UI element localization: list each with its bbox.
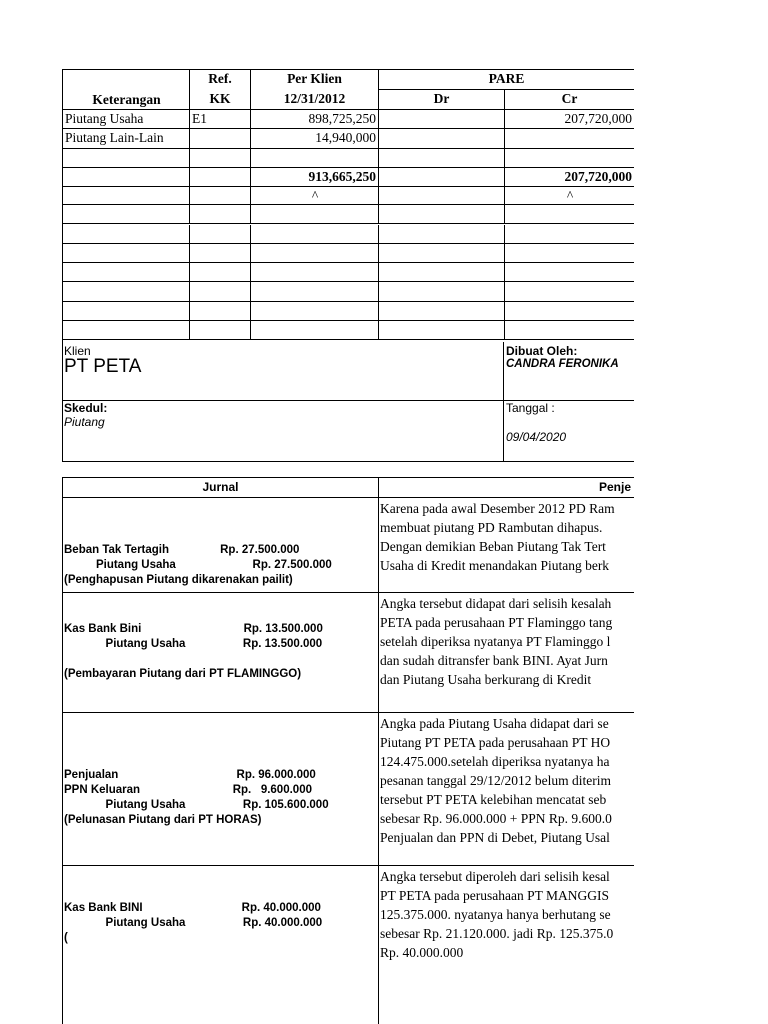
table-cell-klien: 898,725,250 (251, 110, 379, 129)
table-cell-dr (379, 282, 505, 301)
receivables-table (0, 0, 768, 345)
table-cell-ref (190, 302, 251, 321)
table-cell-klien (251, 205, 379, 224)
journal-table (62, 477, 634, 1024)
journal-explanation-line: 124.475.000.setelah diperiksa nyatanya ha (380, 754, 610, 769)
table-cell-cr (505, 129, 634, 148)
table-cell-border (505, 187, 634, 205)
journal-line: (Pembayaran Piutang dari PT FLAMINGGO) (64, 668, 302, 680)
header-cr: Cr (505, 90, 634, 110)
table-cell-cr (505, 321, 634, 340)
table-cell-klien (251, 225, 379, 244)
table-cell-ref (190, 282, 251, 301)
journal-header-penjelasan: Penje (599, 480, 632, 494)
header-ref-bottom: KK (190, 90, 251, 110)
journal-line: Kas Bank BINI Rp. 40.000.000 (64, 902, 321, 914)
table-cell-cr (505, 282, 634, 301)
header-ref-top: Ref. (190, 70, 251, 90)
journal-line: ( (64, 932, 68, 944)
tanggal-value: 09/04/2020 (506, 430, 567, 444)
table-cell-klien: ^ (311, 188, 319, 204)
skedul-value: Piutang (64, 415, 105, 429)
journal-explanation-line: Dengan demikian Beban Piutang Tak Tert (380, 539, 606, 554)
journal-explanation-line: membuat piutang PD Rambutan dihapus. (380, 520, 603, 535)
table-cell-klien (251, 321, 379, 340)
table-cell-ref (190, 244, 251, 263)
klien-value: PT PETA (64, 356, 142, 377)
journal-explanation-line: Angka tersebut didapat dari selisih kesalah (380, 596, 612, 611)
dibuat-value: CANDRA FERONIKA (506, 358, 619, 370)
table-cell-dr (379, 149, 505, 168)
journal-explanation-line: Angka tersebut diperoleh dari selisih kesal (380, 869, 610, 884)
table-cell-ref (190, 205, 251, 224)
table-cell-dr (379, 244, 505, 263)
table-cell-dr (379, 187, 505, 205)
table-cell-ket (63, 187, 190, 205)
journal-explanation-line: Usaha di Kredit menandakan Piutang berk (380, 558, 610, 573)
journal-explanation-line: setelah diperiksa nyatanya PT Flaminggo l (380, 634, 611, 649)
table-cell-klien (251, 263, 379, 282)
journal-row-divider (62, 592, 634, 593)
skedul-label: Skedul: (64, 401, 108, 415)
journal-row-divider (62, 712, 634, 713)
journal-explanation-line: 125.375.000. nyatanya hanya berhutang se (380, 907, 611, 922)
header-keterangan: Keterangan (63, 91, 190, 110)
journal-explanation-line: Karena pada awal Desember 2012 PD Ram (380, 501, 615, 516)
info-block (62, 342, 634, 462)
table-cell-ref (190, 149, 251, 168)
table-cell-cr: 207,720,000 (505, 168, 634, 187)
table-cell-klien: 913,665,250 (251, 168, 379, 187)
table-cell-ref (190, 225, 251, 244)
table-cell-dr (379, 263, 505, 282)
klien-label: Klien (64, 344, 91, 358)
table-cell-ket (63, 205, 190, 224)
table-cell-klien (251, 302, 379, 321)
journal-explanation-line: dan sudah ditransfer bank BINI. Ayat Jurn (380, 653, 608, 668)
table-cell-dr (379, 225, 505, 244)
table-cell-dr (379, 110, 505, 129)
table-cell-ref (190, 129, 251, 148)
table-cell-dr (379, 205, 505, 224)
journal-header-jurnal: Jurnal (202, 480, 239, 494)
table-cell-ket (63, 263, 190, 282)
journal-line: PPN Keluaran Rp. 9.600.000 (64, 784, 312, 796)
journal-explanation-line: PT PETA pada perusahaan PT MANGGIS (380, 888, 610, 903)
journal-row-divider (62, 865, 634, 866)
journal-explanation-line: sebesar Rp. 96.000.000 + PPN Rp. 9.600.0 (380, 811, 612, 826)
journal-line: Beban Tak Tertagih Rp. 27.500.000 (64, 544, 300, 556)
table-cell-klien (251, 282, 379, 301)
journal-explanation-line: dan Piutang Usaha berkurang di Kredit (380, 672, 592, 687)
table-cell-ref: E1 (190, 110, 251, 129)
table-cell-dr (379, 129, 505, 148)
journal-line: Penjualan Rp. 96.000.000 (64, 769, 316, 781)
table-cell-ref (190, 321, 251, 340)
header-dr: Dr (379, 90, 505, 110)
table-cell-klien (251, 149, 379, 168)
journal-explanation-line: Rp. 40.000.000 (380, 945, 464, 960)
table-cell-ket: Piutang Usaha (63, 110, 190, 129)
table-cell-dr (379, 302, 505, 321)
table-cell-ket (63, 225, 190, 244)
table-cell-ket (63, 321, 190, 340)
header-perklien-bottom: 12/31/2012 (251, 90, 379, 110)
table-cell-cr (505, 244, 634, 263)
journal-explanation-line: pesanan tanggal 29/12/2012 belum diterim (380, 773, 611, 788)
table-cell-ket (63, 282, 190, 301)
table-cell-dr (379, 321, 505, 340)
table-cell-cr: 207,720,000 (505, 110, 634, 129)
table-cell-ket (63, 302, 190, 321)
table-cell-klien: 14,940,000 (251, 129, 379, 148)
table-cell-ket (63, 244, 190, 263)
journal-explanation-line: sebesar Rp. 21.120.000. jadi Rp. 125.375.0 (380, 926, 614, 941)
table-cell-ref (190, 168, 251, 187)
table-cell-cr (505, 205, 634, 224)
header-perklien-top: Per Klien (251, 70, 379, 90)
journal-explanation-line: PETA pada perusahaan PT Flaminggo tang (380, 615, 613, 630)
table-cell-ref (190, 187, 251, 205)
journal-explanation-line: Penjualan dan PPN di Debet, Piutang Usal (380, 830, 610, 845)
journal-line: Piutang Usaha Rp. 40.000.000 (64, 917, 323, 929)
journal-explanation-line: Angka pada Piutang Usaha didapat dari se (380, 716, 609, 731)
journal-explanation-line: Piutang PT PETA pada perusahaan PT HO (380, 735, 611, 750)
table-cell-border (251, 187, 379, 205)
table-cell-ket: Piutang Lain-Lain (63, 129, 190, 148)
table-cell-cr: ^ (566, 188, 574, 204)
header-pare: PARE (379, 70, 634, 90)
journal-line: (Pelunasan Piutang dari PT HORAS) (64, 814, 262, 826)
table-cell-cr (505, 225, 634, 244)
table-cell-ref (190, 263, 251, 282)
journal-line: Kas Bank Bini Rp. 13.500.000 (64, 623, 323, 635)
dibuat-label: Dibuat Oleh: (506, 344, 578, 358)
journal-line: Piutang Usaha Rp. 13.500.000 (64, 638, 323, 650)
table-cell-cr (505, 149, 634, 168)
journal-line: Piutang Usaha Rp. 105.600.000 (64, 799, 329, 811)
table-cell-ket (63, 149, 190, 168)
table-cell-ket (63, 168, 190, 187)
journal-line: Piutang Usaha Rp. 27.500.000 (64, 559, 332, 571)
table-cell-cr (505, 263, 634, 282)
table-cell-klien (251, 244, 379, 263)
table-cell-cr (505, 302, 634, 321)
table-cell-dr (379, 168, 505, 187)
journal-line: (Penghapusan Piutang dikarenakan pailit) (64, 574, 293, 586)
journal-explanation-line: tersebut PT PETA kelebihan mencatat seb (380, 792, 607, 807)
tanggal-label: Tanggal : (506, 401, 555, 415)
